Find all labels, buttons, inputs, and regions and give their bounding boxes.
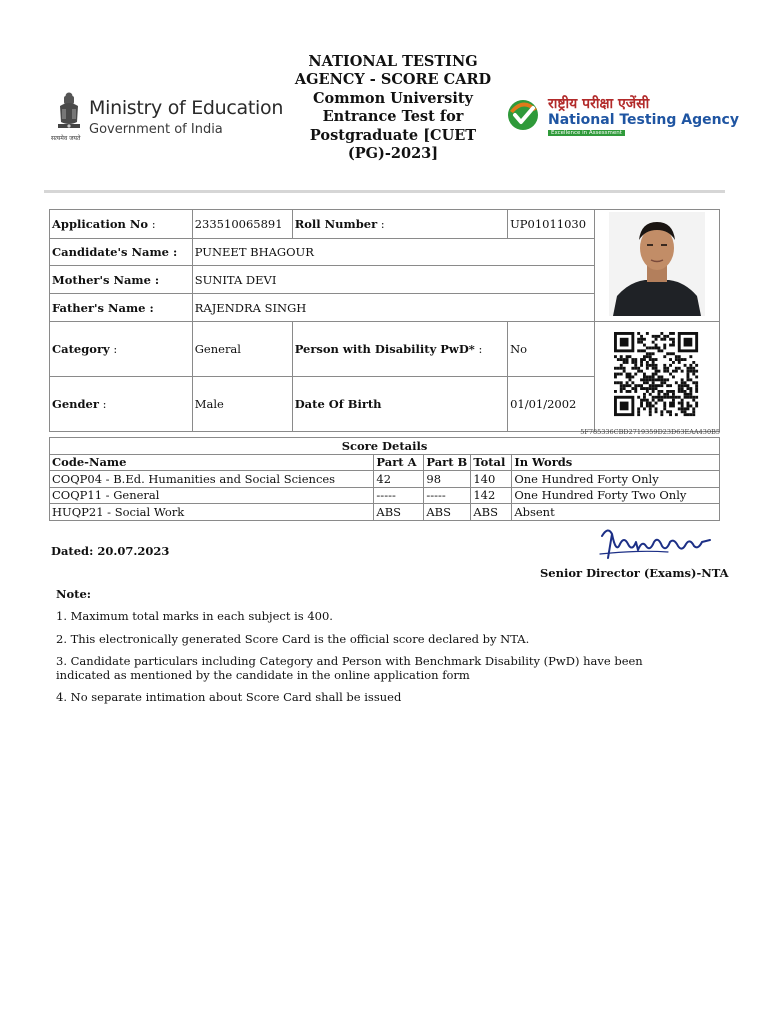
table-row <box>50 322 720 377</box>
part-b-cell: ----- <box>424 487 471 504</box>
part-a-cell: ----- <box>374 487 424 504</box>
code-name-cell: COQP04 - B.Ed. Humanities and Social Sciences <box>50 471 374 488</box>
dob-value: 01/01/2002 <box>508 377 595 432</box>
nta-name: National Testing Agency <box>548 112 739 128</box>
part-b-cell: 98 <box>424 471 471 488</box>
header-divider <box>44 190 725 193</box>
moe-title: Ministry of Education <box>89 97 284 119</box>
father-name-label: Father's Name : <box>50 294 193 322</box>
note-item: 3. Candidate particulars including Category and Person with Benchmark Disability (PwD) have been indicated as mentioned by the candidate in the online application form <box>56 654 643 682</box>
in-words-cell: One Hundred Forty Only <box>512 471 720 488</box>
candidate-name-value: PUNEET BHAGOUR <box>192 238 594 265</box>
qr-code <box>614 325 700 425</box>
ministry-of-education-logo <box>51 92 291 144</box>
column-header: In Words <box>512 454 720 471</box>
column-header: Part A <box>374 454 424 471</box>
candidate-name-label: Candidate's Name : <box>50 238 193 265</box>
table-row <box>50 487 720 504</box>
note-item: 2. This electronically generated Score Card is the official score declared by NTA. <box>56 632 530 646</box>
category-value: General <box>192 322 292 377</box>
code-name-cell: COQP11 - General <box>50 487 374 504</box>
score-details-table <box>49 437 720 521</box>
application-no-label: Application No : <box>50 210 193 239</box>
note-item: 4. No separate intimation about Score Card shall be issued <box>56 690 402 704</box>
table-row <box>50 210 720 239</box>
part-a-cell: ABS <box>374 504 424 521</box>
score-header-row <box>50 454 720 471</box>
director-signature <box>598 524 716 564</box>
moe-subtitle: Government of India <box>89 122 223 137</box>
page-header <box>0 0 768 192</box>
nta-logo <box>506 94 739 140</box>
qr-code-cell <box>595 322 720 432</box>
gender-label: Gender : <box>50 377 193 432</box>
candidate-photo <box>609 212 705 316</box>
part-b-cell: ABS <box>424 504 471 521</box>
note-heading: Note: <box>56 587 92 601</box>
in-words-cell: One Hundred Forty Two Only <box>512 487 720 504</box>
pwd-label: Person with Disability PwD* : <box>292 322 507 377</box>
mother-name-value: SUNITA DEVI <box>192 265 594 294</box>
application-no-value: 233510065891 <box>192 210 292 239</box>
page-title: NATIONAL TESTING AGENCY - SCORE CARD Common University Entrance Test for Postgraduate [CUET (PG)-2023] <box>294 53 492 163</box>
dated-text: Dated: 20.07.2023 <box>51 544 170 558</box>
column-header: Total <box>471 454 512 471</box>
total-cell: 140 <box>471 471 512 488</box>
column-header: Part B <box>424 454 471 471</box>
nta-tagline: Excellence in Assessment <box>548 130 625 136</box>
score-caption-row <box>50 438 720 455</box>
candidate-details-table <box>49 209 720 432</box>
roll-number-value: UP01011030 <box>508 210 595 239</box>
column-header: Code-Name <box>50 454 374 471</box>
total-cell: 142 <box>471 487 512 504</box>
score-details-caption: Score Details <box>50 438 720 455</box>
candidate-photo-cell <box>595 210 720 322</box>
code-name-cell: HUQP21 - Social Work <box>50 504 374 521</box>
table-row <box>50 471 720 488</box>
verification-hash: 5F785336CBD2719359D23D63EAA430B5 <box>580 428 720 436</box>
nta-hindi-name: राष्ट्रीय परीक्षा एजेंसी <box>548 96 650 112</box>
moe-motto: सत्यमेव जयते <box>51 135 81 142</box>
roll-number-label: Roll Number : <box>292 210 507 239</box>
category-label: Category : <box>50 322 193 377</box>
table-row <box>50 504 720 521</box>
pwd-value: No <box>508 322 595 377</box>
dob-label: Date Of Birth <box>292 377 507 432</box>
mother-name-label: Mother's Name : <box>50 265 193 294</box>
father-name-value: RAJENDRA SINGH <box>192 294 594 322</box>
director-designation: Senior Director (Exams)-NTA <box>540 566 729 580</box>
gender-value: Male <box>192 377 292 432</box>
total-cell: ABS <box>471 504 512 521</box>
in-words-cell: Absent <box>512 504 720 521</box>
note-item: 1. Maximum total marks in each subject is 400. <box>56 609 333 623</box>
nta-check-icon <box>506 97 542 133</box>
part-a-cell: 42 <box>374 471 424 488</box>
